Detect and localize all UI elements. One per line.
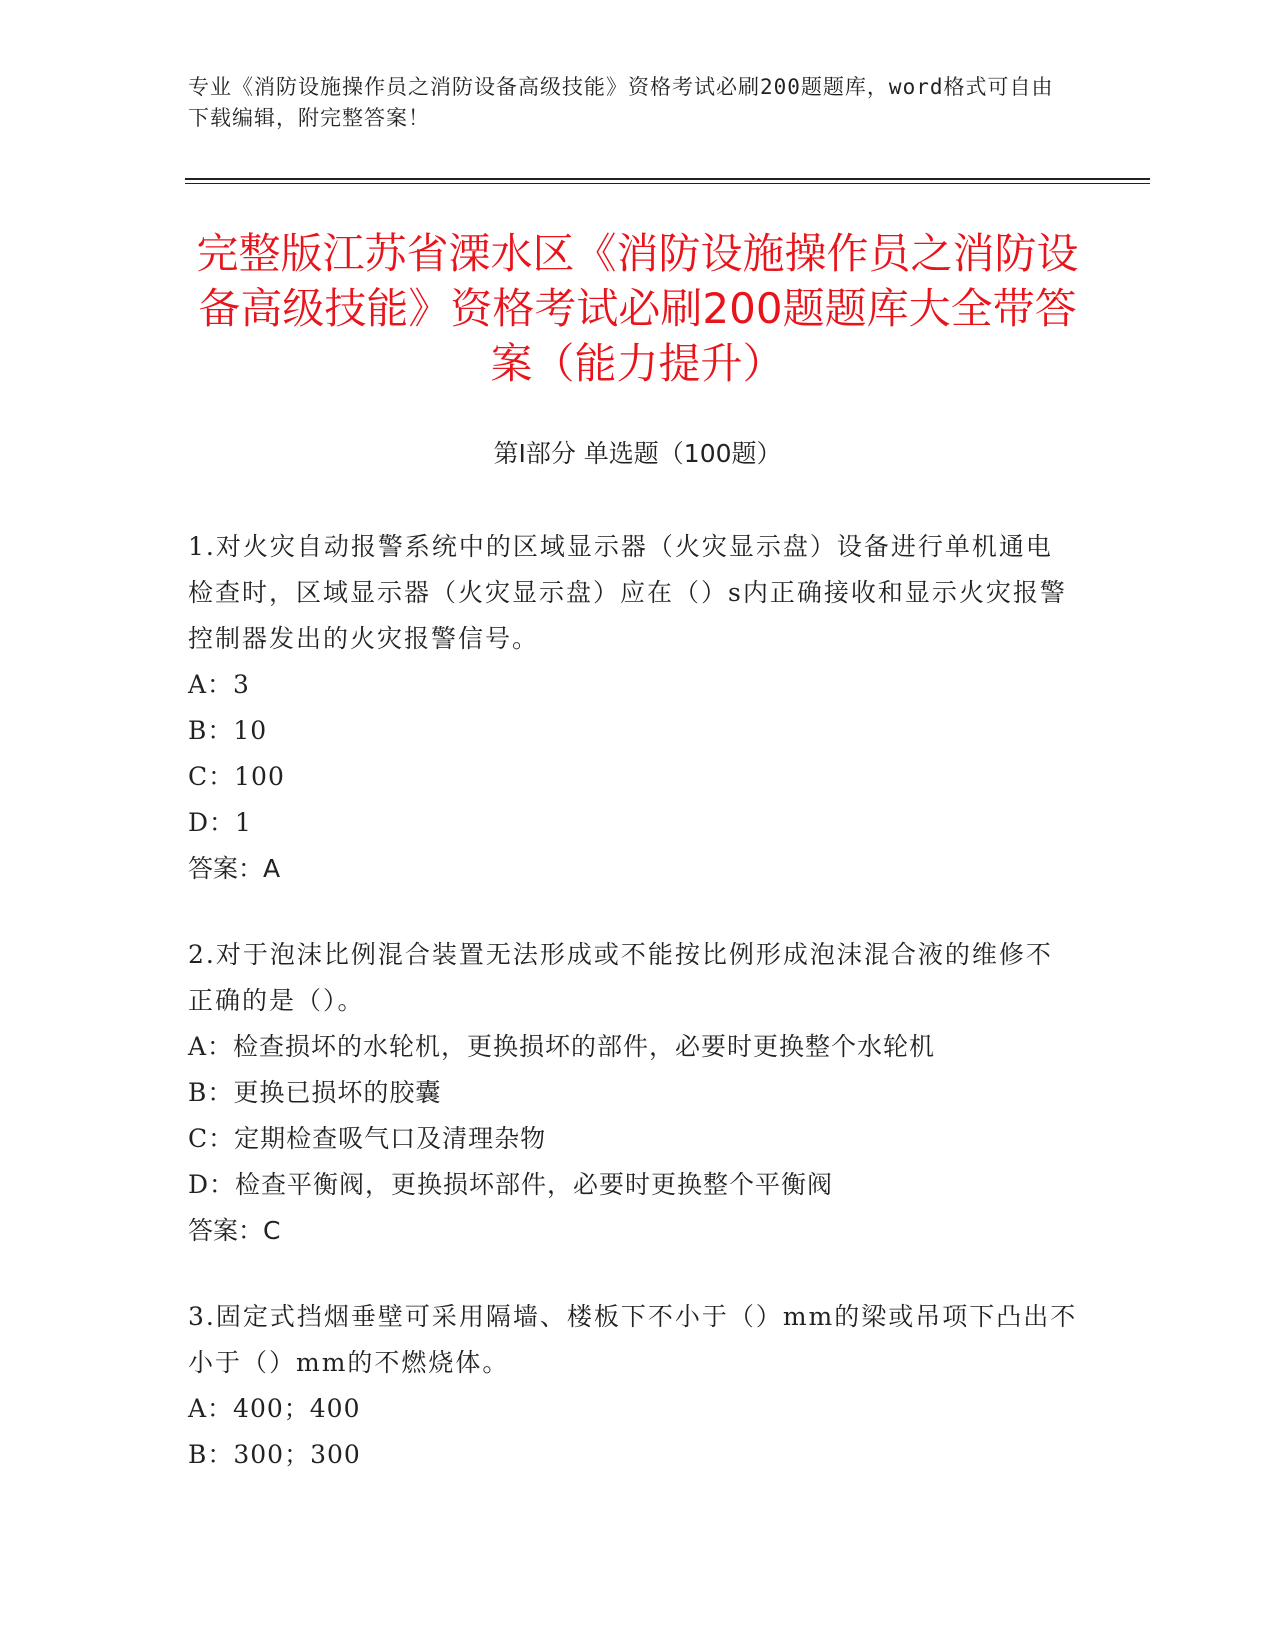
option-a: A：400；400 bbox=[188, 1394, 361, 1423]
section-heading: 第Ⅰ部分 单选题（100题） bbox=[493, 439, 782, 468]
option-c: C：100 bbox=[188, 762, 285, 791]
option-b: B：更换已损坏的胶囊 bbox=[188, 1078, 442, 1107]
question-3 bbox=[188, 1294, 1078, 1478]
question-list bbox=[188, 524, 1078, 1518]
question-1 bbox=[188, 524, 1078, 892]
option-c: C：定期检查吸气口及清理杂物 bbox=[188, 1124, 547, 1153]
header-rule-thin bbox=[185, 183, 1150, 184]
header-rule-thick bbox=[185, 178, 1150, 180]
header-note: 专业《消防设施操作员之消防设备高级技能》资格考试必刷200题题库，word格式可自由下载编辑，附完整答案！ bbox=[188, 75, 1054, 130]
option-b: B：300；300 bbox=[188, 1440, 361, 1469]
answer: 答案：A bbox=[188, 854, 281, 883]
option-d: D：1 bbox=[188, 808, 252, 837]
option-a: A：检查损坏的水轮机，更换损坏的部件，必要时更换整个水轮机 bbox=[188, 1032, 936, 1061]
question-2 bbox=[188, 932, 1078, 1254]
option-a: A：3 bbox=[188, 670, 250, 699]
question-stem: 2.对于泡沫比例混合装置无法形成或不能按比例形成泡沫混合液的维修不正确的是（）。 bbox=[188, 940, 1053, 1015]
question-stem: 3.固定式挡烟垂壁可采用隔墙、楼板下不小于（）mm的梁或吊项下凸出不小于（）mm的不燃烧体。 bbox=[188, 1302, 1078, 1377]
option-d: D：检查平衡阀，更换损坏部件，必要时更换整个平衡阀 bbox=[188, 1170, 834, 1199]
document-title: 完整版江苏省溧水区《消防设施操作员之消防设备高级技能》资格考试必刷200题题库大全带答案（能力提升） bbox=[196, 229, 1079, 388]
answer: 答案：C bbox=[188, 1216, 281, 1245]
option-b: B：10 bbox=[188, 716, 268, 745]
question-stem: 1.对火灾自动报警系统中的区域显示器（火灾显示盘）设备进行单机通电检查时，区域显示器（火灾显示盘）应在（）s内正确接收和显示火灾报警控制器发出的火灾报警信号。 bbox=[188, 532, 1067, 653]
